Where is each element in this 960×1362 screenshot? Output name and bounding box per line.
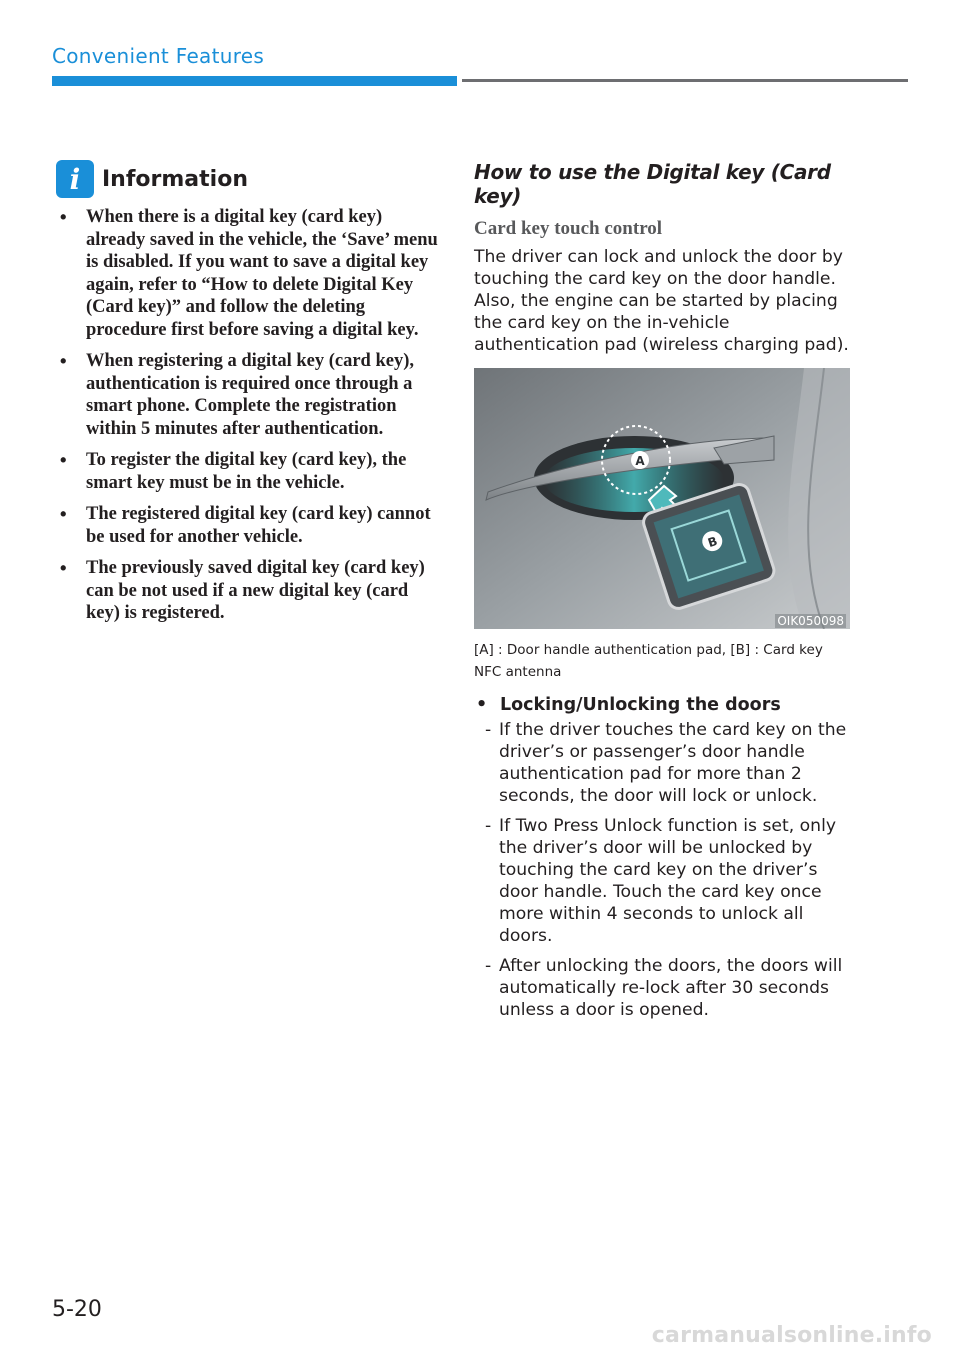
dash-item: - After unlocking the doors, the doors will automatically re-lock after 30 seconds unless a door is opened. (474, 955, 854, 1021)
information-item: • When registering a digital key (card key), authentication is required once through a smart phone. Complete the registration within 5 minutes after authentication. (56, 350, 441, 440)
information-item: • To register the digital key (card key), the smart key must be in the vehicle. (56, 449, 441, 494)
figure-code: OIK050098 (777, 614, 844, 628)
label-b: B (706, 533, 720, 551)
section-header-title: Convenient Features (52, 44, 265, 68)
information-list (56, 206, 441, 625)
information-item: • The registered digital key (card key) cannot be used for another vehicle. (56, 503, 441, 548)
dash-item: - If the driver touches the card key on the driver’s or passenger’s door handle authentication pad for more than 2 seconds, the door will lock or unlock. (474, 719, 854, 807)
subsection-title: Card key touch control (474, 218, 663, 239)
dash-list (474, 719, 854, 1021)
section-body: The driver can lock and unlock the door by touching the card key on the door handle. Also, the engine can be started by placing the card key on the in-vehicle authentication pad (wireless charging pad). (474, 247, 849, 355)
info-icon: i (56, 160, 94, 198)
section-title: How to use the Digital key (Card key) (474, 160, 831, 208)
header-rule (462, 79, 908, 82)
information-title: Information (102, 166, 248, 192)
figure-caption: [A] : Door handle authentication pad, [B] : Card key NFC antenna (474, 642, 823, 680)
information-box (56, 160, 441, 634)
page-number: 5-20 (52, 1297, 102, 1322)
dash-item: - If Two Press Unlock function is set, only the driver’s door will be unlocked by touching the card key on the driver’s door handle. Touch the card key once more within 4 seconds to unlock all doors. (474, 815, 854, 947)
watermark: carmanualsonline.info (651, 1323, 932, 1348)
information-header (56, 160, 441, 198)
label-a: A (635, 454, 645, 468)
door-handle-illustration (474, 368, 850, 629)
information-item: • The previously saved digital key (card key) can be not used if a new digital key (card key) is registered. (56, 557, 441, 625)
door-handle-figure (474, 368, 850, 629)
bullet-heading: • Locking/Unlocking the doors (474, 695, 854, 715)
right-column (474, 160, 854, 1029)
header-accent-bar (52, 76, 457, 86)
information-item: • When there is a digital key (card key) already saved in the vehicle, the ‘Save’ menu is disabled. If you want to save a digital key again, refer to “How to delete Digital Key (Card key)” and follow the deleting procedure first before saving a digital key. (56, 206, 441, 341)
